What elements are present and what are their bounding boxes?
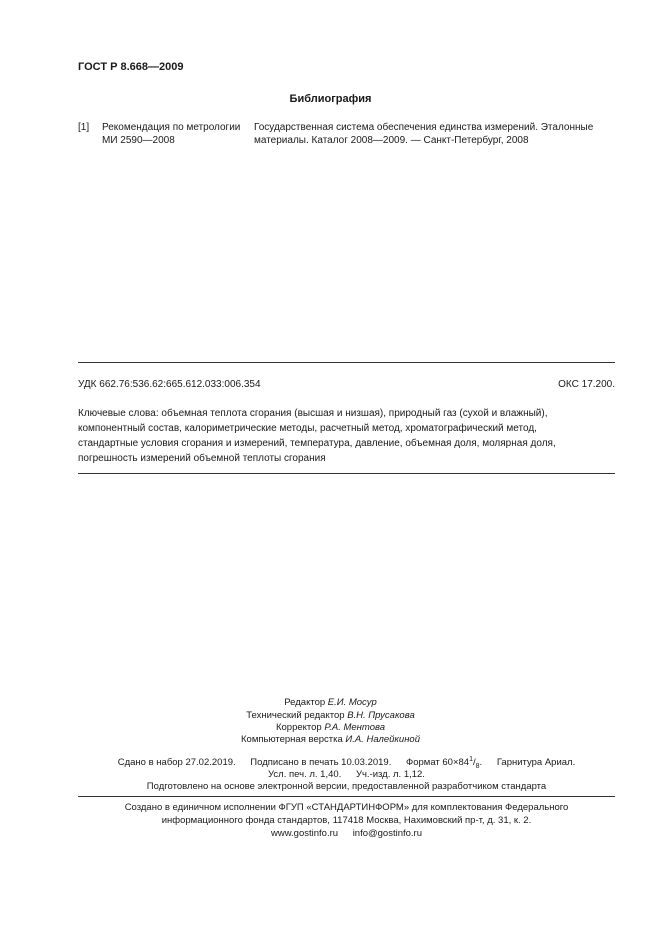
bibliography-source-line: Рекомендация по метрологии bbox=[102, 122, 241, 133]
paper-format-numerator: 1 bbox=[469, 756, 473, 763]
paper-format-prefix: Формат 60×84 bbox=[406, 757, 470, 769]
bibliography-entry-number: [1] bbox=[78, 122, 90, 133]
signed-date: Подписано в печать 10.03.2019. bbox=[250, 757, 392, 769]
bibliography-description-line: Государственная система обеспечения единства измерений. Эталонные bbox=[254, 122, 594, 133]
paper-format-denominator: 8 bbox=[475, 763, 480, 771]
print-sheets: Усл. печ. л. 1,40. bbox=[268, 769, 342, 780]
publisher-line: информационного фонда стандартов, 117418 Москва, Нахимовский пр-т, д. 31, к. 2. bbox=[161, 815, 532, 826]
credit-editor bbox=[0, 697, 661, 708]
paper-format: Формат $60\times 84^1/_8$. bbox=[406, 756, 483, 771]
credit-label: Технический редактор bbox=[246, 710, 345, 721]
credit-name: Е.И. Мосур bbox=[327, 697, 377, 708]
bibliography-entry-description bbox=[254, 121, 615, 147]
typeface: Гарнитура Ариал. bbox=[496, 757, 576, 769]
print-info-line3 bbox=[78, 781, 615, 792]
oks-code: ОКС 17.200. bbox=[558, 379, 615, 390]
udk-code: УДК 662.76:536.62:665.612.033:006.354 bbox=[78, 379, 261, 390]
bibliography-title: Библиография bbox=[289, 93, 372, 105]
divider-keywords bbox=[78, 473, 615, 474]
bibliography-entry-source bbox=[102, 121, 252, 147]
credit-label: Редактор bbox=[284, 697, 326, 708]
divider-top bbox=[78, 362, 615, 363]
credit-label: Компьютерная верстка bbox=[241, 734, 343, 745]
keywords-line: Ключевые слова: объемная теплота сгорания (высшая и низшая), природный газ (сухой и влажный), bbox=[78, 408, 548, 419]
keywords-line: погрешность измерений объемной теплоты сгорания bbox=[78, 453, 326, 464]
credit-corrector bbox=[0, 722, 661, 733]
keywords-block bbox=[78, 406, 615, 466]
publisher-sheets: Уч.-изд. л. 1,12. bbox=[355, 769, 425, 780]
prepared-note: Подготовлено на основе электронной версии, предоставленной разработчиком стандарта bbox=[146, 781, 547, 792]
bibliography-source-line: МИ 2590—2008 bbox=[102, 135, 175, 146]
print-info-line2 bbox=[78, 769, 615, 780]
classification-row bbox=[78, 379, 615, 390]
email-link[interactable]: info@gostinfo.ru bbox=[352, 828, 423, 839]
credit-name: И.А. Налейкиной bbox=[345, 734, 420, 745]
document-number: ГОСТ Р 8.668—2009 bbox=[78, 61, 184, 73]
credit-tech-editor bbox=[0, 710, 661, 721]
submitted-date: Сдано в набор 27.02.2019. bbox=[117, 757, 236, 769]
publisher-line: Создано в единичном исполнении ФГУП «СТАНДАРТИНФОРМ» для комплектования Федерального bbox=[124, 802, 569, 813]
website-link[interactable]: www.gostinfo.ru bbox=[270, 828, 339, 839]
credit-label: Корректор bbox=[275, 722, 322, 733]
publisher-block bbox=[78, 801, 615, 840]
credit-name: В.Н. Прусакова bbox=[347, 710, 415, 721]
keywords-line: стандартные условия сгорания и измерений, температура, давление, объемная доля, молярная доля, bbox=[78, 438, 556, 449]
credit-layout bbox=[0, 734, 661, 745]
credit-name: Р.А. Ментова bbox=[324, 722, 386, 733]
print-info-line1 bbox=[78, 756, 615, 770]
keywords-line: компонентный состав, калориметрические методы, расчетный метод, хроматографический метод, bbox=[78, 423, 537, 434]
divider-bottom bbox=[78, 796, 615, 797]
publisher-links bbox=[78, 827, 615, 840]
bibliography-description-line: материалы. Каталог 2008—2009. — Санкт-Петербург, 2008 bbox=[254, 135, 529, 146]
